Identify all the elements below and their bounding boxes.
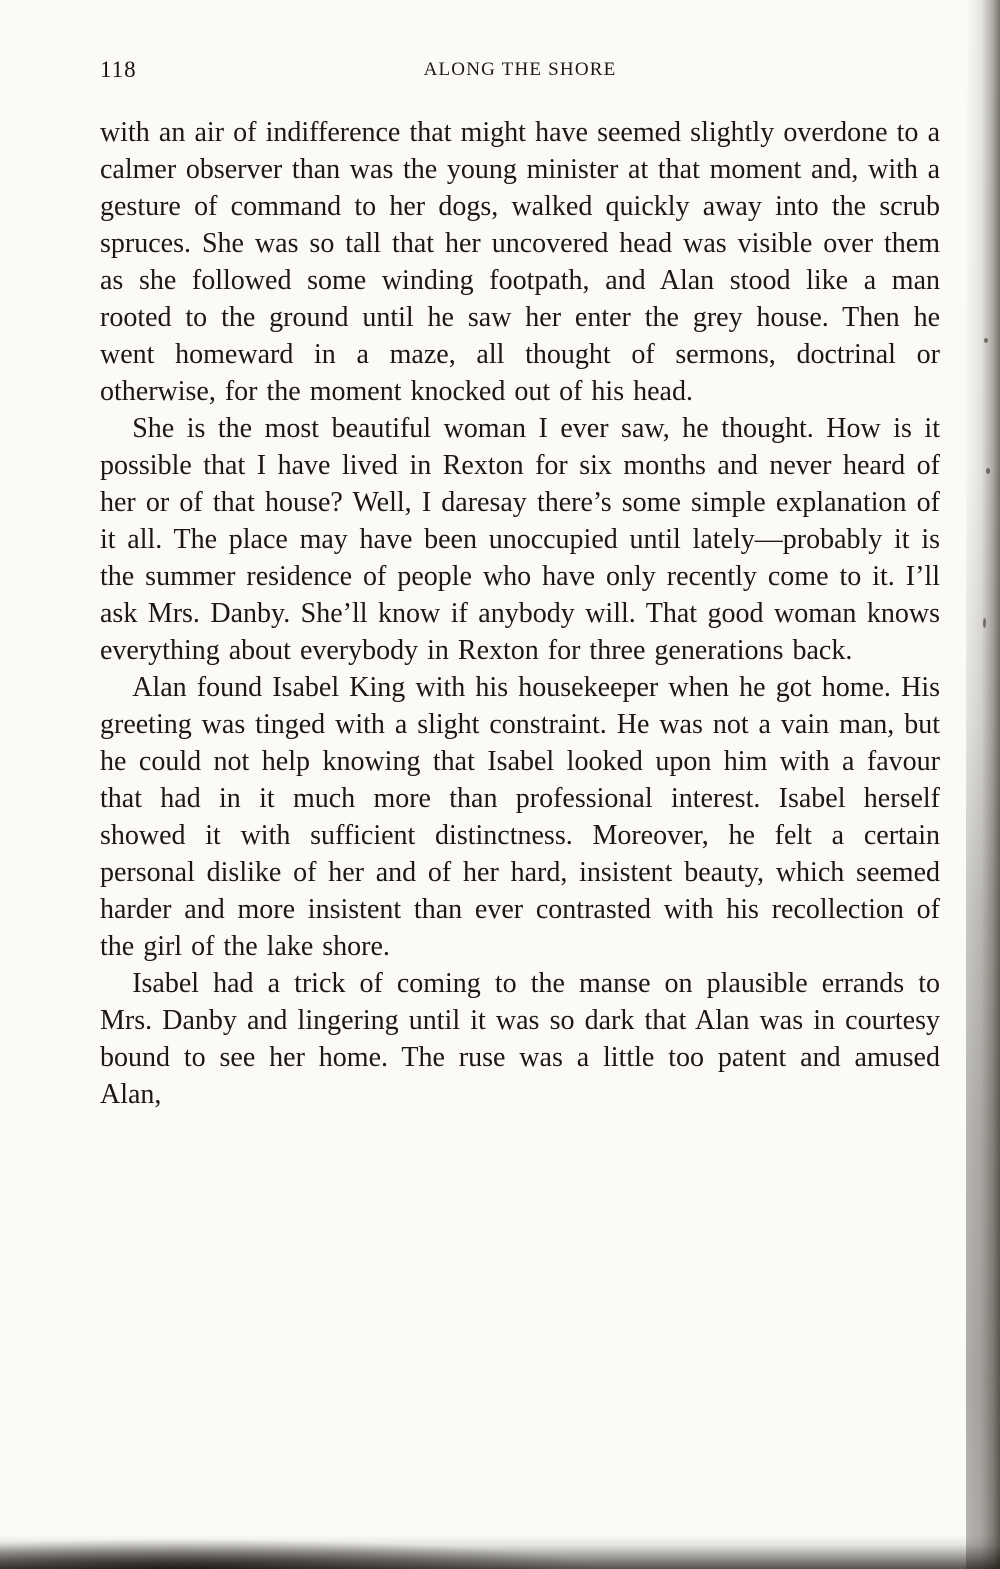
paragraph-2: She is the most beautiful woman I ever saw, he thought. How is it possible that I have lived in Rexton for six months and never heard of her or of that house? Well, I daresay there’s some simple explanation of it all. The place may have been unoccupied until lately—probably it is the summer residence of people who have only recently come to it. I’ll ask Mrs. Danby. She’ll know if anybody will. That good woman knows everything about everybody in Rexton for three generations back. — [100, 413, 940, 666]
scan-speck — [983, 618, 986, 628]
body-text — [100, 114, 940, 1113]
running-head — [100, 57, 940, 87]
paragraph-1: with an air of indifference that might have seemed slightly overdone to a calmer observer than was the young minister at that moment and, with a gesture of command to her dogs, walked quickly away into the scrub spruces. She was so tall that her uncovered head was visible over them as she followed some winding footpath, and Alan stood like a man rooted to the ground until he saw her enter the grey house. Then he went homeward in a maze, all thought of sermons, doctrinal or otherwise, for the moment knocked out of his head. — [100, 117, 940, 407]
scan-speck — [984, 338, 988, 343]
running-header-title: ALONG THE SHORE — [423, 59, 617, 80]
page-number: 118 — [100, 57, 137, 82]
paragraph-3: Alan found Isabel King with his housekeeper when he got home. His greeting was tinged with a slight constraint. He was not a vain man, but he could not help knowing that Isabel looked upon him with a favour that had in it much more than professional interest. Isabel herself showed it with sufficient distinctness. Moreover, he felt a certain personal dislike of her and of her hard, insistent beauty, which seemed harder and more insistent than ever contrasted with his recollection of the girl of the lake shore. — [100, 672, 940, 962]
scan-shadow-bottom-edge — [0, 1535, 1000, 1569]
scan-speck — [986, 468, 990, 474]
paragraph-4: Isabel had a trick of coming to the manse on plausible errands to Mrs. Danby and lingering until it was so dark that Alan was in courtesy bound to see her home. The ruse was a little too patent and amused Alan, — [100, 968, 940, 1110]
scan-shadow-right-edge — [966, 0, 1000, 1569]
